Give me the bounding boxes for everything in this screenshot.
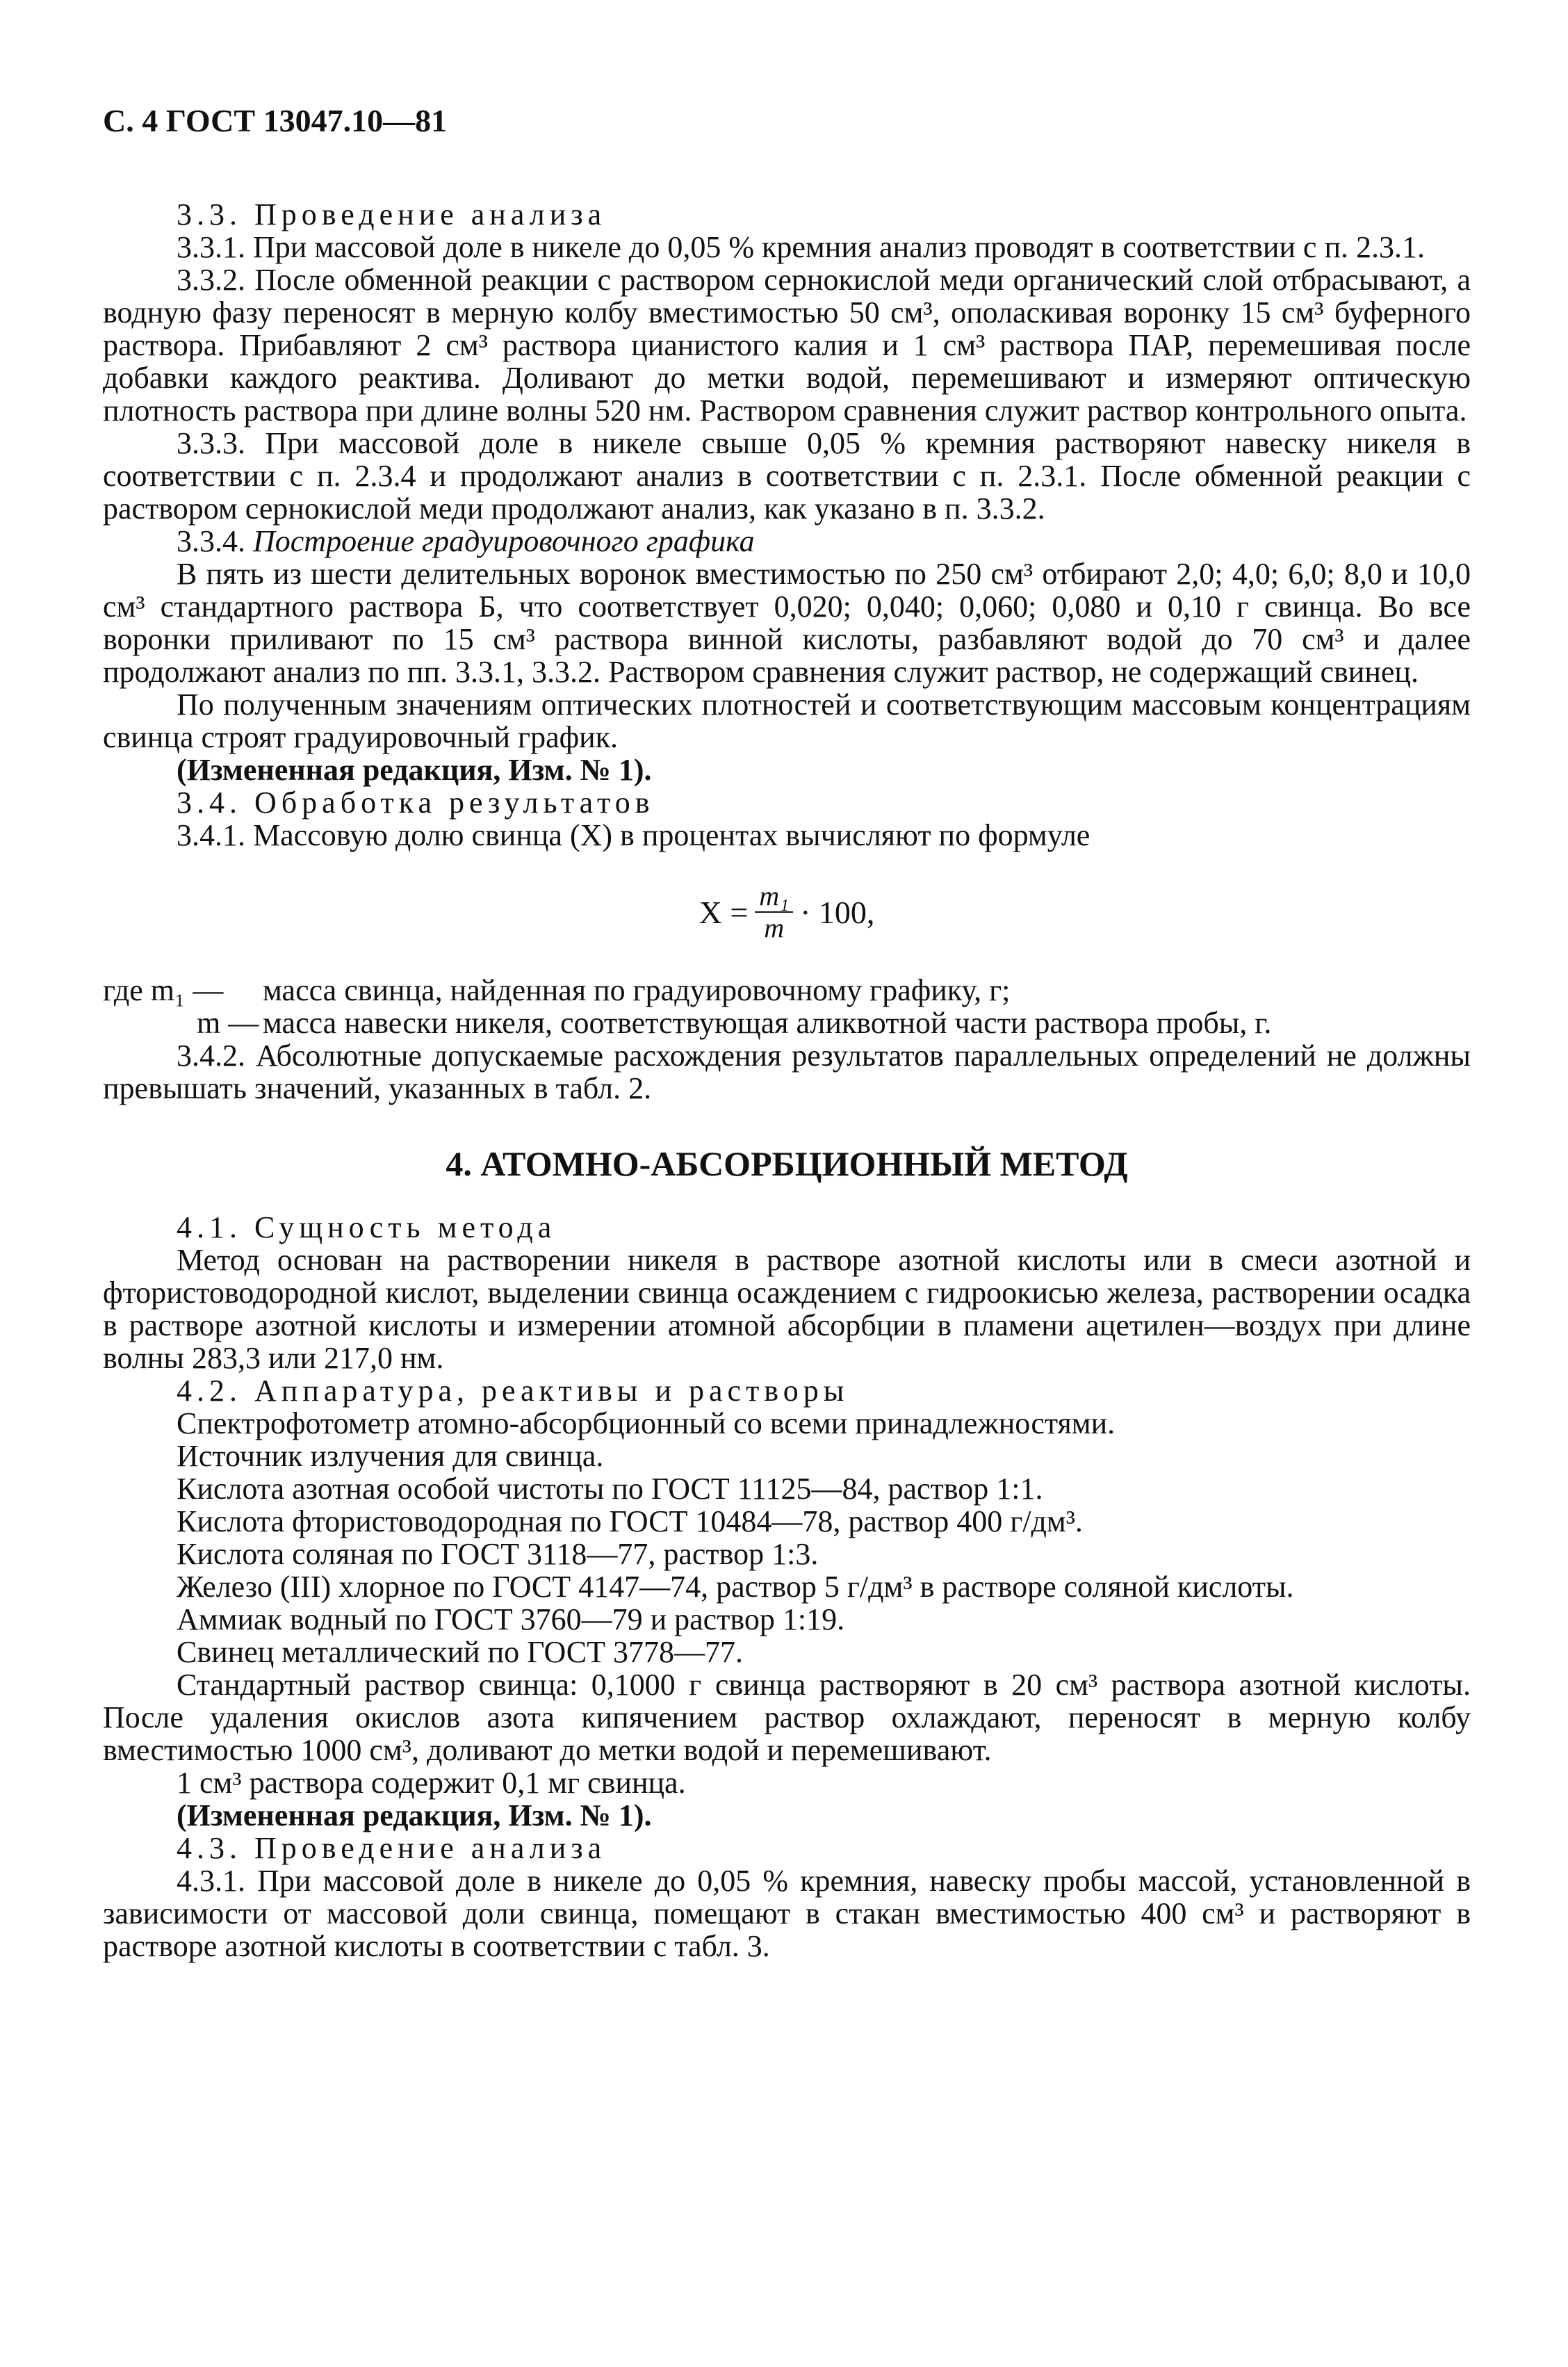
amendment-note: (Измененная редакция, Изм. № 1). [177, 753, 652, 787]
formula-numerator: m₁ [755, 881, 793, 913]
paragraph-3-3-4-text: В пять из шести делительных воронок вместимостью по 250 см³ отбирают 2,0; 4,0; 6,0; 8,0 и 10,0 см³ стандартного раствора Б, что соответствует 0,020; 0,040; 0,060; 0,080 и 0,10 г свинца. Во все воронки приливают по 15 см³ раствора винной кислоты, разбавляют водой до 70 см³ и далее продолжают анализ по пп. 3.3.1, 3.3.2. Раствором сравнения служит раствор, не содержащий свинец. [103, 557, 1471, 689]
list-item: Стандартный раствор свинца: 0,1000 г свинца растворяют в 20 см³ раствора азотной кислоты. После удаления окислов азота кипячением раствор охлаждают, переносят в мерную колбу вместимостью 1000 см³, доливают до метки водой и перемешивают. [103, 1668, 1471, 1767]
legend-symbol: где m₁ — [103, 973, 224, 1007]
formula-denominator: m [764, 912, 785, 943]
list-item: Источник излучения для свинца. [177, 1439, 604, 1473]
paragraph-3-3-4-text-2: По полученным значениям оптических плотностей и соответствующим массовым концентрациям свинца строят градуировочный график. [103, 688, 1471, 754]
section-4-title: 4. АТОМНО-АБСОРБЦИОННЫЙ МЕТОД [446, 1144, 1128, 1183]
formula [103, 881, 1471, 943]
list-item: Спектрофотометр атомно-абсорбционный со всеми принадлежностями. [177, 1406, 1116, 1440]
paragraph-4-1: Метод основан на растворении никеля в растворе азотной кислоты или в смеси азотной и фтористоводородной кислот, выделении свинца осаждением с гидроокисью железа, растворении осадка в растворе азотной кислоты и измерении атомной абсорбции в пламени ацетилен—воздух при длине волны 283,3 или 217,0 нм. [103, 1243, 1471, 1375]
paragraph-3-3-1: 3.3.1. При массовой доле в никеле до 0,05 % кремния анализ проводят в соответствии с п. 2.3.1. [177, 230, 1426, 264]
formula-rhs: · 100, [800, 894, 875, 930]
list-item: Кислота азотная особой чистоты по ГОСТ 11125—84, раствор 1:1. [177, 1472, 1043, 1506]
amendment-note: (Измененная редакция, Изм. № 1). [177, 1798, 652, 1832]
section-3-3-title: 3.3. Проведение анализа [177, 197, 607, 231]
list-item: Кислота фтористоводородная по ГОСТ 10484—78, раствор 400 г/дм³. [177, 1504, 1083, 1538]
formula-legend-row [103, 1007, 1471, 1039]
paragraph-3-4-2: 3.4.2. Абсолютные допускаемые расхождения результатов параллельных определений не должны превышать значений, указанных в табл. 2. [103, 1039, 1471, 1105]
legend-text: масса навески никеля, соответствующая аликвотной части раствора пробы, г. [263, 1006, 1272, 1040]
paragraph-3-3-3: 3.3.3. При массовой доле в никеле свыше 0,05 % кремния растворяют навеску никеля в соответствии с п. 2.3.4 и продолжают анализ в соответствии с п. 2.3.1. После обменной реакции с раствором сернокислой меди продолжают анализ, как указано в п. 3.3.2. [103, 426, 1471, 526]
formula-legend-row [103, 974, 1471, 1007]
formula-lhs: X = [699, 894, 749, 930]
paragraph-number: 3.3.4. [177, 524, 245, 558]
paragraph-4-3-1: 4.3.1. При массовой доле в никеле до 0,05 % кремния, навеску пробы массой, установленной в зависимости от массовой доли свинца, помещают в стакан вместимостью 400 см³ и растворяют в растворе азотной кислоты в соответствии с табл. 3. [103, 1864, 1471, 1963]
paragraph-3-4-1: 3.4.1. Массовую долю свинца (X) в процентах вычисляют по формуле [177, 818, 1091, 852]
list-item: Аммиак водный по ГОСТ 3760—79 и раствор 1:19. [177, 1602, 845, 1636]
legend-symbol: m — [197, 1006, 259, 1040]
section-4-3-title: 4.3. Проведение анализа [177, 1831, 607, 1865]
formula-fraction [755, 881, 793, 943]
paragraph-3-3-4-heading [103, 525, 1471, 558]
list-item: Железо (III) хлорное по ГОСТ 4147—74, раствор 5 г/дм³ в растворе соляной кислоты. [177, 1570, 1294, 1604]
page-header: С. 4 ГОСТ 13047.10—81 [103, 103, 448, 138]
list-item: 1 см³ раствора содержит 0,1 мг свинца. [177, 1766, 686, 1800]
paragraph-3-3-2: 3.3.2. После обменной реакции с раствором сернокислой меди органический слой отбрасывают, а водную фазу переносят в мерную колбу вместимостью 50 см³, ополаскивая воронку 15 см³ буферного раствора. Прибавляют 2 см³ раствора цианистого калия и 1 см³ раствора ПАР, перемешивая после добавки каждого реактива. Доливают до метки водой, перемешивают и измеряют оптическую плотность раствора при длине волны 520 нм. Раствором сравнения служит раствор контрольного опыта. [103, 263, 1471, 428]
legend-text: масса свинца, найденная по градуировочному графику, г; [263, 973, 1011, 1007]
subsection-title: Построение градуировочного графика [253, 524, 755, 558]
section-3-4-title: 3.4. Обработка результатов [177, 786, 655, 820]
list-item: Кислота соляная по ГОСТ 3118—77, раствор 1:3. [177, 1537, 819, 1571]
list-item: Свинец металлический по ГОСТ 3778—77. [177, 1635, 743, 1669]
section-4-2-title: 4.2. Аппаратура, реактивы и растворы [177, 1374, 849, 1408]
section-4-1-title: 4.1. Сущность метода [177, 1210, 557, 1244]
